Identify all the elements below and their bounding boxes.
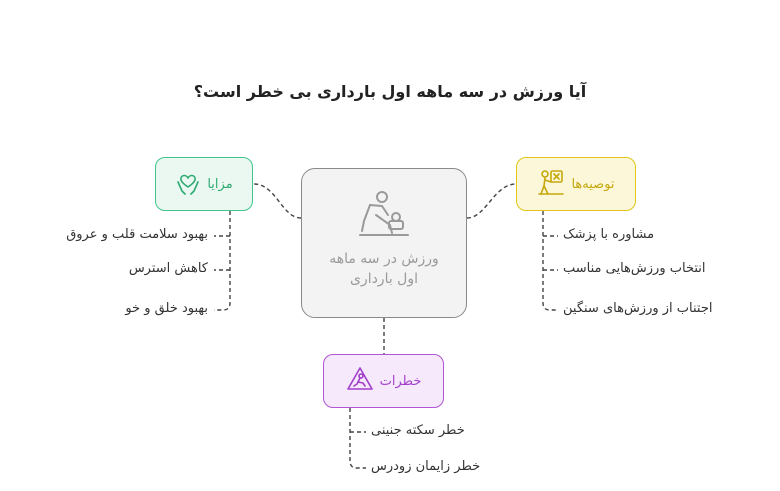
tips-node bbox=[516, 157, 636, 211]
benefits-node bbox=[155, 157, 253, 211]
tips-label: توصیه‌ها bbox=[571, 176, 615, 192]
pregnant-exercise-icon bbox=[302, 189, 466, 243]
tip-item-2: انتخاب ورزش‌هایی مناسب bbox=[563, 261, 706, 276]
heart-hands-icon bbox=[175, 169, 201, 199]
page-title: آیا ورزش در سه ماهه اول بارداری بی خطر است؟ bbox=[193, 82, 587, 101]
risk-item-2: خطر زایمان زودرس bbox=[371, 459, 481, 474]
risks-node bbox=[323, 354, 444, 408]
benefit-item-3: بهبود خلق و خو bbox=[125, 301, 208, 316]
tip-item-1: مشاوره با پزشک bbox=[563, 227, 655, 242]
center-topic-node bbox=[301, 168, 467, 318]
risks-label: خطرات bbox=[379, 373, 422, 389]
tip-item-3: اجتناب از ورزش‌های سنگین bbox=[563, 301, 713, 316]
risk-item-1: خطر سکته جنینی bbox=[371, 423, 465, 438]
benefit-item-2: کاهش استرس bbox=[128, 261, 208, 276]
benefit-item-1: بهبود سلامت قلب و عروق bbox=[66, 227, 208, 242]
benefits-label: مزایا bbox=[207, 176, 233, 192]
warning-triangle-icon bbox=[346, 365, 374, 397]
caution-person-icon bbox=[537, 168, 565, 200]
center-topic-label: ورزش در سه ماهه اول بارداری bbox=[329, 251, 439, 287]
